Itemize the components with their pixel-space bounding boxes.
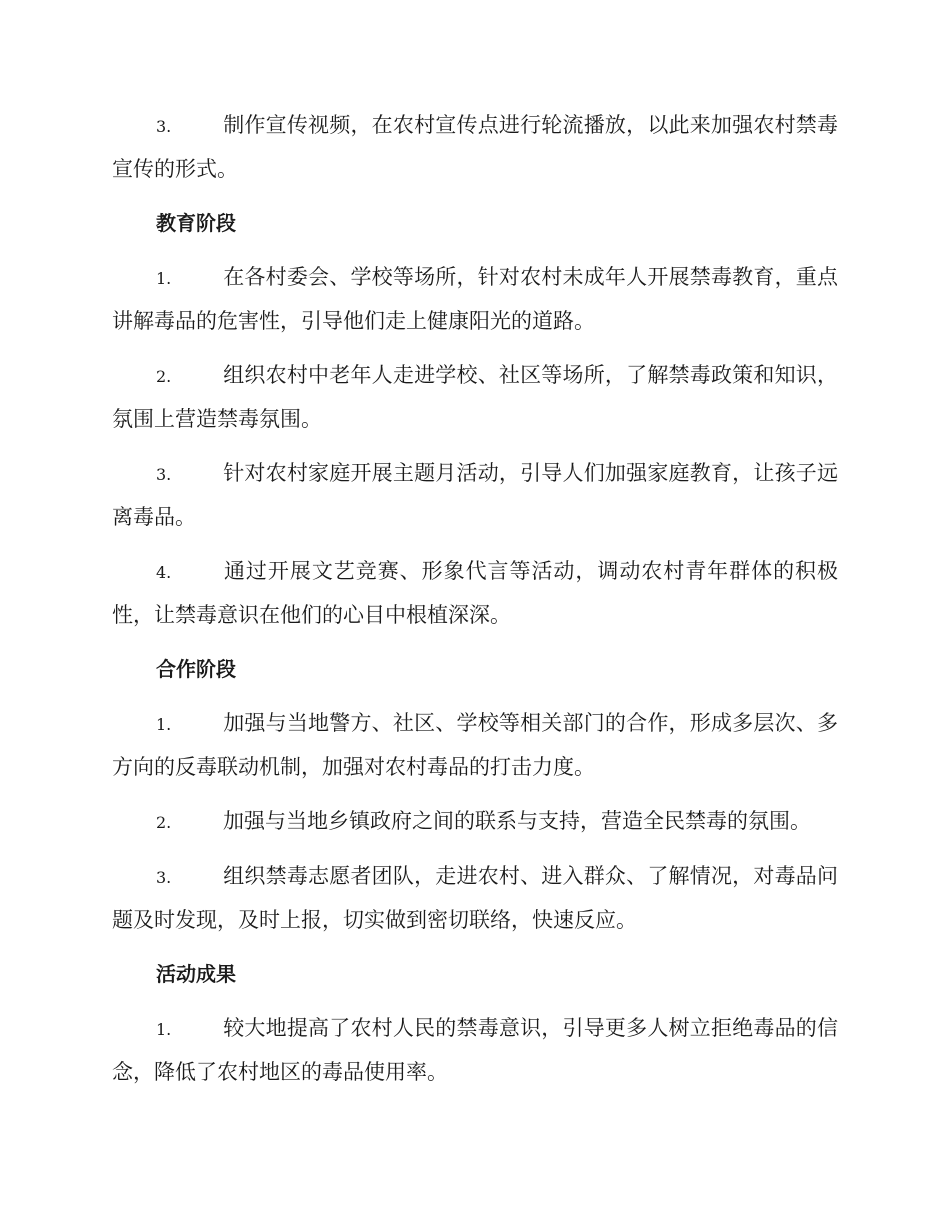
list-item [112, 800, 838, 844]
list-item [112, 855, 838, 942]
item-text: 较大地提高了农村人民的禁毒意识，引导更多人树立拒绝毒品的信念，降低了农村地区的毒品使用率。 [112, 1016, 838, 1084]
item-number: 3. [156, 465, 172, 484]
item-number: 2. [156, 813, 172, 832]
item-text: 在各村委会、学校等场所，针对农村未成年人开展禁毒教育，重点讲解毒品的危害性，引导他们走上健康阳光的道路。 [112, 265, 838, 333]
item-text: 针对农村家庭开展主题月活动，引导人们加强家庭教育，让孩子远离毒品。 [112, 461, 838, 529]
item-number: 1. [156, 1020, 172, 1039]
item-number: 1. [156, 269, 172, 288]
item-number: 2. [156, 367, 172, 386]
section-heading-results: 活动成果 [156, 962, 236, 986]
section-heading-education: 教育阶段 [156, 211, 236, 235]
item-number: 4. [156, 563, 172, 582]
list-item [112, 702, 838, 789]
list-item [112, 452, 838, 539]
list-item [112, 256, 838, 343]
item-text: 组织农村中老年人走进学校、社区等场所，了解禁毒政策和知识，氛围上营造禁毒氛围。 [112, 363, 838, 431]
item-text: 制作宣传视频，在农村宣传点进行轮流播放，以此来加强农村禁毒宣传的形式。 [112, 113, 838, 181]
list-item [112, 354, 838, 441]
item-text: 通过开展文艺竞赛、形象代言等活动，调动农村青年群体的积极性，让禁毒意识在他们的心目中根植深深。 [112, 559, 838, 627]
list-item [112, 550, 838, 637]
list-item [112, 104, 838, 191]
section-heading-cooperation: 合作阶段 [156, 657, 236, 681]
item-number: 3. [156, 117, 172, 136]
item-text: 加强与当地乡镇政府之间的联系与支持，营造全民禁毒的氛围。 [223, 809, 811, 833]
item-number: 3. [156, 868, 172, 887]
list-item [112, 1007, 838, 1094]
item-text: 加强与当地警方、社区、学校等相关部门的合作，形成多层次、多方向的反毒联动机制，加强对农村毒品的打击力度。 [112, 711, 838, 779]
item-text: 组织禁毒志愿者团队，走进农村、进入群众、了解情况，对毒品问题及时发现，及时上报，切实做到密切联络，快速反应。 [112, 864, 838, 932]
item-number: 1. [156, 715, 172, 734]
